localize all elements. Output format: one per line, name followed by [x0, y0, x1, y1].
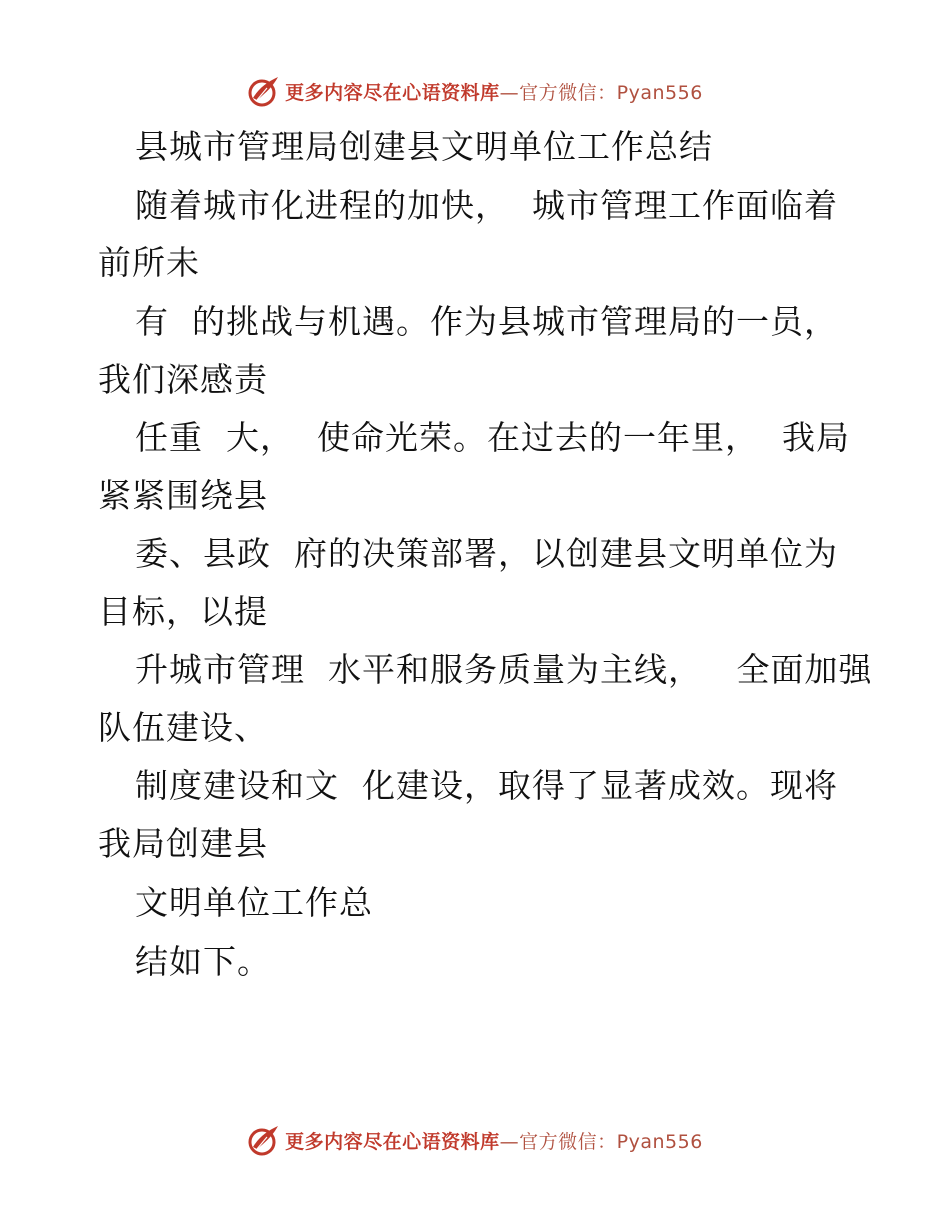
header-banner-tail: 官方微信：Pyan556: [519, 81, 703, 104]
footer-banner-tail: 官方微信：Pyan556: [519, 1130, 703, 1153]
paragraph-line: 委、县政 府的决策部署，以创建县文明单位为: [135, 534, 838, 573]
footer-banner-main: 更多内容尽在心语资料库: [285, 1130, 500, 1153]
paragraph-line: 结如下。: [135, 942, 271, 981]
paragraph-line: 制度建设和文 化建设，取得了显著成效。现将: [135, 766, 838, 805]
paragraph-line: 升城市管理 水平和服务质量为主线， 全面加强: [135, 650, 873, 689]
paragraph-line: 目标，以提: [98, 592, 268, 631]
paragraph-line: 文明单位工作总: [135, 883, 373, 922]
paragraph-line: 我局创建县: [98, 824, 268, 863]
paragraph-line: 有 的挑战与机遇。作为县城市管理局的一员，: [135, 302, 838, 341]
document-title: 县城市管理局创建县文明单位工作总结: [135, 127, 713, 166]
footer-banner-dash: —: [499, 1130, 520, 1153]
paragraph-line: 任重 大， 使命光荣。在过去的一年里， 我局: [135, 418, 850, 457]
footer-banner: [0, 1120, 950, 1160]
paragraph-line: 随着城市化进程的加快， 城市管理工作面临着: [135, 186, 838, 225]
paragraph-line: 前所未: [98, 243, 200, 282]
footer-banner-text: [285, 1127, 703, 1154]
header-banner-dash: —: [499, 81, 520, 104]
header-banner-main: 更多内容尽在心语资料库: [285, 81, 500, 104]
feather-pen-logo-icon: [247, 1123, 281, 1157]
paragraph-line: 我们深感责: [98, 360, 268, 399]
paragraph-line: 紧紧围绕县: [98, 476, 268, 515]
paragraph-line: 队伍建设、: [98, 708, 268, 747]
